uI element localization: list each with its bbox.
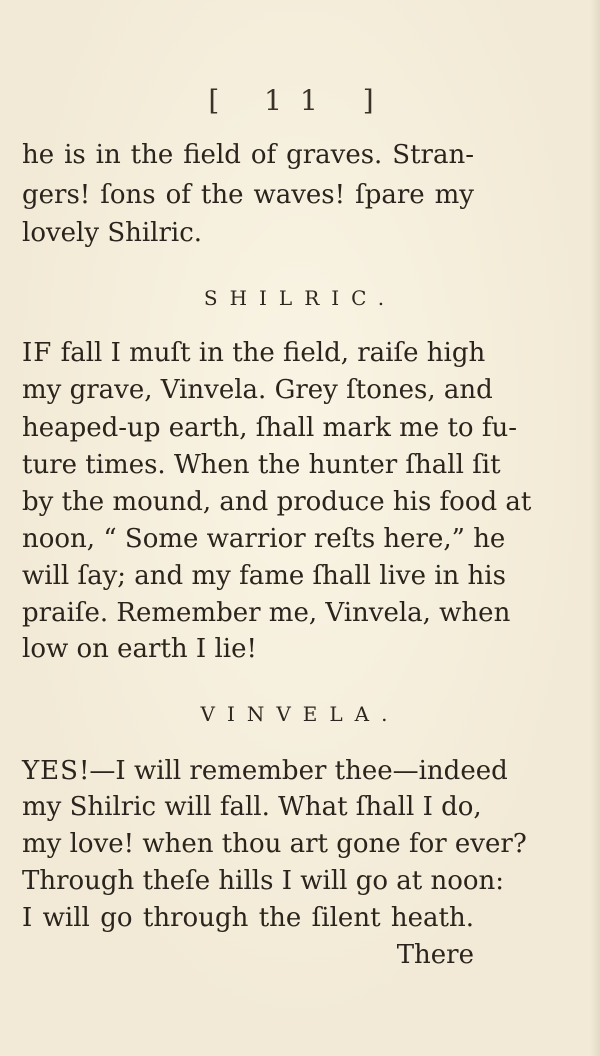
catchword: There — [396, 940, 474, 970]
speaker-heading-vinvela: VINVELA. — [200, 702, 400, 726]
text-line-first — [22, 756, 508, 786]
text-line: noon, “ Some warrior reſts here,” he — [22, 524, 506, 554]
first-line-text: fall I muſt in the field, raiſe high — [52, 338, 486, 368]
text-line: low on earth I lie! — [22, 634, 257, 664]
text-line-first — [22, 338, 486, 368]
drop-caps: YES — [22, 756, 79, 786]
text-line: my Shilric will fall. What ſhall I do, — [22, 792, 482, 822]
page-number-header: [ 11 ] — [208, 84, 392, 117]
text-line: my love! when thou art gone for ever? — [22, 829, 527, 859]
text-line: praiſe. Remember me, Vinvela, when — [22, 598, 511, 628]
text-line: I will go through the ſilent heath. — [22, 903, 474, 933]
first-line-text: !—I will remember thee—indeed — [78, 756, 508, 786]
text-line: lovely Shilric. — [22, 218, 203, 248]
drop-caps: IF — [22, 338, 53, 368]
text-line: ture times. When the hunter ſhall ſit — [22, 450, 501, 480]
text-line: heaped-up earth, ſhall mark me to fu- — [22, 413, 517, 443]
text-line: Through theſe hills I will go at noon: — [22, 866, 505, 896]
text-line: gers! ſons of the waves! ſpare my — [22, 180, 474, 210]
speaker-heading-shilric: SHILRIC. — [203, 286, 397, 310]
text-line: he is in the field of graves. Stran- — [22, 140, 474, 170]
text-line: my grave, Vinvela. Grey ſtones, and — [22, 375, 493, 405]
text-line: by the mound, and produce his food at — [22, 487, 532, 517]
page-edge — [590, 0, 600, 1056]
text-line: will ſay; and my fame ſhall live in his — [22, 561, 506, 591]
